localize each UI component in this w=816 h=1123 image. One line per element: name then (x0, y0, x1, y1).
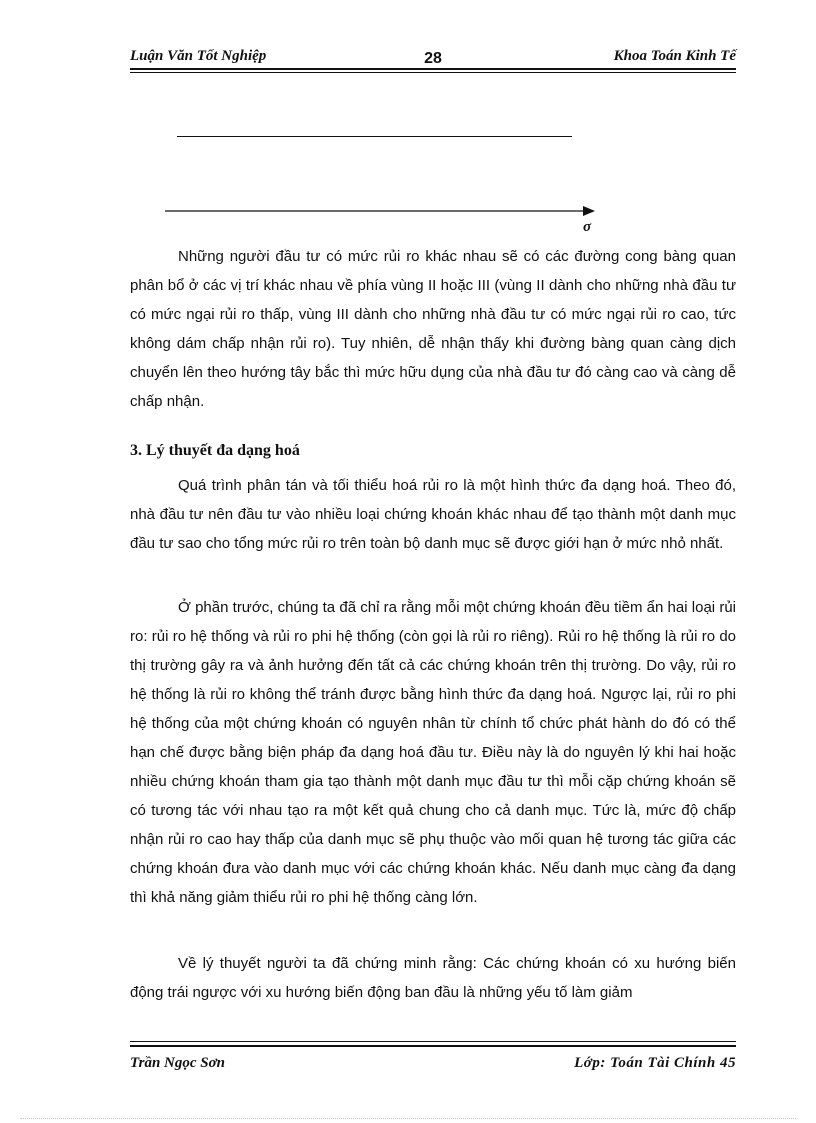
paragraph-theory (130, 949, 736, 1007)
paragraph-text: Quá trình phân tán và tối thiểu hoá rủi ro là một hình thức đa dạng hoá. Theo đó, nhà đầu tư nên đầu tư vào nhiều loại chứng khoán khác nhau để tạo thành một danh mục đầu tư sao cho tổng mức rủi ro trên toàn bộ danh mục sẽ được giới hạn ở mức nhỏ nhất. (130, 477, 736, 552)
paragraph-systematic-risk (130, 593, 736, 912)
page-header (130, 48, 736, 70)
header-rule-thin (130, 72, 736, 73)
paragraph-text: Về lý thuyết người ta đã chứng minh rằng: Các chứng khoán có xu hướng biến động trái ngược với xu hướng biến động ban đầu là những yếu tố làm giảm (130, 955, 736, 1001)
paragraph-text: Những người đầu tư có mức rủi ro khác nhau sẽ có các đường cong bàng quan phân bổ ở các vị trí khác nhau về phía vùng II hoặc III (vùng II dành cho những nhà đầu tư có mức ngại rủi ro thấp, vùng III dành cho những nhà đầu tư có mức ngại rủi ro cao, tức không dám chấp nhận rủi ro). Tuy nhiên, dễ nhận thấy khi đường bàng quan càng dịch chuyển lên theo hướng tây bắc thì mức hữu dụng của nhà đầu tư đó càng cao và càng dễ chấp nhận. (130, 248, 736, 410)
header-faculty: Khoa Toán Kinh Tế (613, 48, 736, 64)
footer-rule-thick (130, 1045, 736, 1047)
section-heading: 3. Lý thuyết đa dạng hoá (130, 442, 300, 459)
header-thesis-title: Luận Văn Tốt Nghiệp (130, 48, 267, 64)
x-axis-arrowhead-icon (583, 206, 595, 216)
page-footer (130, 1055, 736, 1077)
header-page-number: 28 (424, 50, 442, 67)
figure-x-axis (165, 203, 595, 223)
footer-rule-thin (130, 1041, 736, 1042)
page-edge-divider (20, 1118, 796, 1119)
header-rule-thick (130, 68, 736, 70)
paragraph-text: Ở phần trước, chúng ta đã chỉ ra rằng mỗi một chứng khoán đều tiềm ẩn hai loại rủi ro: rủi ro hệ thống và rủi ro phi hệ thống (còn gọi là rủi ro riêng). Rủi ro hệ thống là rủi ro do thị trường gây ra và ảnh hưởng đến tất cả các chứng khoán trên thị trường. Do vậy, rủi ro hệ thống là rủi ro không thể tránh được bằng hình thức đa dạng hoá. Ngược lại, rủi ro phi hệ thống của một chứng khoán có nguyên nhân từ chính tổ chức phát hành do đó có thể hạn chế được bằng biện pháp đa dạng hoá đầu tư. Điều này là do nguyên lý khi hai hoặc nhiều chứng khoán tham gia tạo thành một danh mục đầu tư thì mỗi cặp chứng khoán sẽ có tương tác với nhau tạo ra một kết quả chung cho cả danh mục. Tức là, mức độ chấp nhận rủi ro cao hay thấp của danh mục sẽ phụ thuộc vào mối quan hệ tương tác giữa các chứng khoán đưa vào danh mục với các chứng khoán khác. Nếu danh mục càng đa dạng thì khả năng giảm thiểu rủi ro phi hệ thống càng lớn. (130, 599, 736, 906)
x-axis-label: σ (583, 219, 592, 235)
figure-upper-line (177, 136, 572, 137)
footer-class: Lớp: Toán Tài Chính 45 (574, 1055, 736, 1071)
paragraph-diversification-definition (130, 471, 736, 558)
footer-author: Trần Ngọc Sơn (130, 1055, 226, 1071)
paragraph-indifference-curves (130, 242, 736, 416)
